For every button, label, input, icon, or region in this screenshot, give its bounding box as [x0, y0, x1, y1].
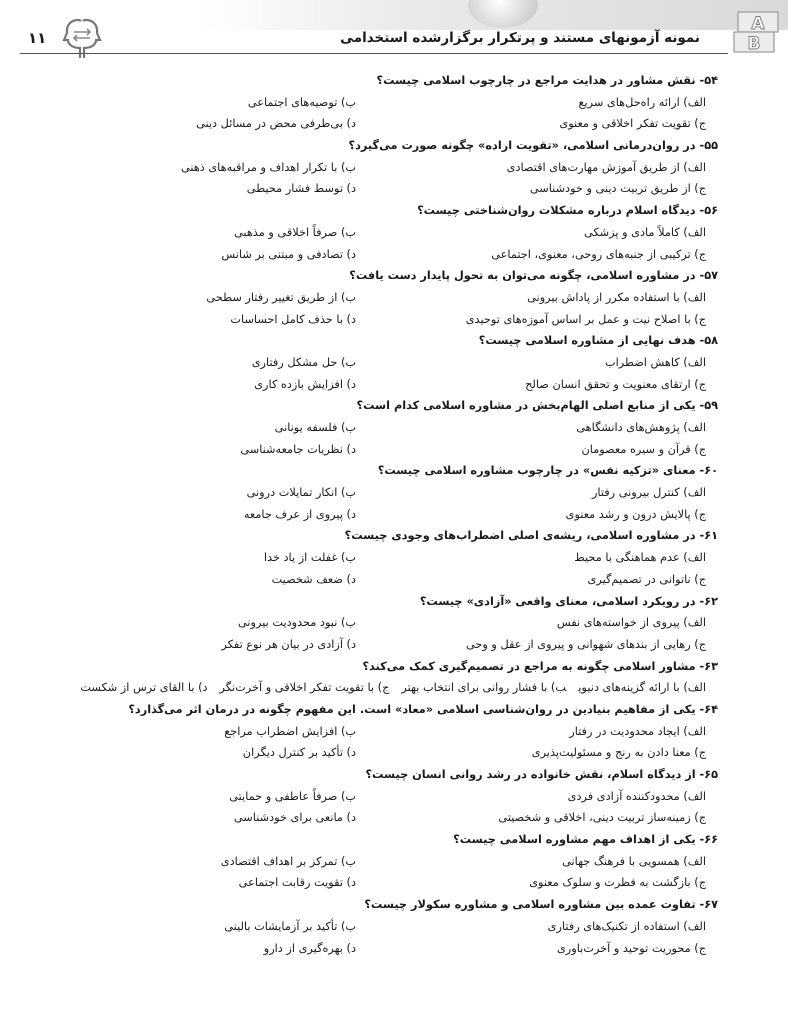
answer-option: الف) پیروی از خواسته‌های نفس: [556, 616, 706, 630]
answer-option: ج) با تقویت تفکر اخلاقی و آخرت‌نگر: [219, 681, 390, 695]
question-number-dash: -: [695, 594, 705, 608]
question-block: [18, 330, 718, 395]
question-text: یکی از اهداف مهم مشاوره اسلامی چیست؟: [453, 833, 696, 847]
question-number-dash: -: [695, 334, 705, 348]
answer-option: ج) از طریق تربیت دینی و خودشناسی: [529, 182, 706, 196]
question-number: ۶۱: [704, 529, 718, 543]
answer-option: ج) قرآن و سیره معصومان: [581, 442, 706, 456]
question-number-dash: -: [695, 399, 705, 413]
ab-logo-letter-b: B: [747, 34, 761, 54]
question-number: ۶۲: [704, 594, 718, 608]
answer-option: ج) تقویت تفکر اخلاقی و معنوی: [559, 117, 706, 131]
answer-option: ب) فلسفه یونانی: [274, 421, 356, 434]
answer-option: ب) نبود محدودیت بیرونی: [237, 616, 356, 630]
answer-option: د) ضعف شخصیت: [271, 572, 356, 586]
option-row: [18, 157, 718, 179]
answer-option: الف) پژوهش‌های دانشگاهی: [576, 421, 706, 434]
option-row: [18, 786, 718, 808]
question-text: تفاوت عمده بین مشاوره اسلامی و مشاوره سکولار چیست؟: [364, 898, 696, 912]
option-row: [18, 244, 718, 266]
answer-option: د) پیروی از عرف جامعه: [243, 507, 356, 521]
answer-option: ج) معنا دادن به رنج و مسئولیت‌پذیری: [531, 746, 706, 760]
answer-option: د) تأکید بر کنترل دیگران: [242, 746, 356, 760]
answer-option: الف) عدم هماهنگی با محیط: [574, 551, 706, 565]
question-block: [18, 395, 718, 460]
answer-option: د) مانعی برای خودشناسی: [233, 811, 356, 825]
option-row: [18, 569, 718, 591]
answer-option: ج) ارتقای معنویت و تحقق انسان صالح: [525, 377, 706, 391]
question-number: ۶۴: [704, 702, 718, 716]
question-line: [18, 525, 718, 547]
option-row: [18, 851, 718, 873]
question-block: [18, 70, 718, 135]
question-number-dash: -: [695, 204, 705, 218]
option-row: [18, 417, 718, 439]
question-text: نقش مشاور در هدایت مراجع در چارچوب اسلامی چیست؟: [376, 74, 696, 87]
answer-option: ب) از طریق تغییر رفتار سطحی: [206, 290, 356, 304]
option-row: [18, 634, 718, 656]
question-line: [18, 265, 718, 287]
answer-option: الف) استفاده از تکنیک‌های رفتاری: [547, 919, 706, 933]
option-row: [18, 374, 718, 396]
answer-option: ب) صرفاً اخلاقی و مذهبی: [234, 225, 356, 239]
answer-option: د) با حذف کامل احساسات: [230, 312, 356, 326]
answer-option: الف) همسویی با فرهنگ جهانی: [562, 854, 706, 868]
answer-option: الف) با ارائه گزینه‌های دنیوی: [578, 681, 706, 695]
question-line: [18, 395, 718, 417]
answer-option: د) بی‌طرفی محض در مسائل دینی: [196, 117, 356, 131]
answer-option: ب) تأکید بر آزمایشات بالینی: [224, 919, 356, 933]
answer-option: الف) از طریق آموزش مهارت‌های اقتصادی: [506, 160, 706, 174]
question-line: [18, 591, 718, 613]
option-row: [18, 113, 718, 135]
option-row: [18, 352, 718, 374]
question-text: در مشاوره اسلامی، چگونه می‌توان به تحول پایدار دست یافت؟: [349, 269, 696, 283]
answer-option: ج) پالایش درون و رشد معنوی: [565, 507, 706, 521]
option-row: [18, 439, 718, 461]
answer-option: ج) با اصلاح نیت و عمل بر اساس آموزه‌های توحیدی: [465, 312, 706, 326]
question-block: [18, 591, 718, 656]
question-text: معنای «تزکیه نفس» در چارچوب مشاوره اسلامی چیست؟: [377, 464, 696, 478]
answer-option: ب) غفلت از یاد خدا: [263, 551, 356, 565]
answer-option: ب) با فشار روانی برای انتخاب بهتر: [401, 681, 567, 695]
answer-option: د) تصادفی و مبتنی بر شانس: [221, 247, 356, 261]
question-text: در رویکرد اسلامی، معنای واقعی «آزادی» چیست؟: [419, 594, 696, 608]
question-number: ۶۳: [704, 659, 718, 673]
answer-option: د) آزادی در بیان هر نوع تفکر: [221, 637, 356, 651]
answer-option: ب) توصیه‌های اجتماعی: [247, 95, 356, 109]
answer-option: الف) ارائه راه‌حل‌های سریع: [578, 95, 706, 109]
question-number-dash: -: [695, 269, 705, 283]
question-line: [18, 829, 718, 851]
option-row: [18, 309, 718, 331]
answer-option: ج) محوریت توحید و آخرت‌باوری: [556, 941, 706, 955]
answer-option: ج) ناتوانی در تصمیم‌گیری: [587, 572, 706, 586]
answer-option: ب) افزایش اضطراب مراجع: [224, 724, 356, 738]
option-row: [18, 222, 718, 244]
question-line: [18, 764, 718, 786]
answer-option: ب) انکار تمایلات درونی: [246, 486, 356, 500]
question-block: [18, 699, 718, 764]
answer-option: د) تقویت رقابت اجتماعی: [238, 876, 356, 890]
answer-option: ب) تمرکز بر اهداف اقتصادی: [220, 854, 356, 868]
option-row: [18, 916, 718, 938]
question-block: [18, 894, 718, 959]
answer-option: د) توسط فشار محیطی: [246, 182, 356, 196]
ab-logo-letter-a: A: [751, 14, 765, 34]
question-line: [18, 656, 718, 678]
option-row: [18, 872, 718, 894]
question-number: ۶۰: [704, 464, 718, 478]
question-number: ۶۷: [704, 898, 718, 912]
option-row: [18, 287, 718, 309]
answer-option: الف) کنترل بیرونی رفتار: [591, 486, 706, 500]
question-number-dash: -: [695, 833, 705, 847]
option-row: [18, 938, 718, 960]
option-row: [18, 721, 718, 743]
option-row: [18, 547, 718, 569]
answer-option: ج) رهایی از بندهای شهوانی و پیروی از عقل و وحی: [465, 637, 706, 651]
answer-option: د) نظریات جامعه‌شناسی: [240, 442, 356, 456]
answer-option: ب) با تکرار اهداف و مراقبه‌های ذهنی: [180, 160, 356, 174]
answer-option: ب) صرفاً عاطفی و حمایتی: [229, 789, 356, 803]
question-list: [18, 70, 718, 959]
option-row: [18, 482, 718, 504]
question-number: ۶۵: [704, 768, 718, 781]
question-number: ۵۶: [704, 204, 718, 218]
answer-option: الف) ایجاد محدودیت در رفتار: [569, 724, 706, 738]
question-block: [18, 265, 718, 330]
question-number: ۵۷: [704, 269, 718, 283]
question-line: [18, 200, 718, 222]
answer-option: د) افزایش بازده کاری: [254, 377, 356, 391]
option-row: [18, 92, 718, 114]
page-number: ۱۱: [28, 29, 47, 47]
question-text: دیدگاه اسلام درباره مشکلات روان‌شناختی چیست؟: [417, 204, 696, 218]
question-block: [18, 460, 718, 525]
page-header-title: نمونه آزمونهای مستند و پرتکرار برگزارشده استخدامی: [340, 30, 700, 46]
question-text: در روان‌درمانی اسلامی، «تقویت اراده» چگونه صورت می‌گیرد؟: [348, 139, 696, 153]
answer-option: الف) با استفاده مکرر از پاداش بیرونی: [527, 290, 706, 304]
question-number: ۵۵: [704, 139, 718, 153]
question-number: ۵۹: [704, 399, 718, 413]
question-number-dash: -: [695, 659, 705, 673]
option-row: [18, 807, 718, 829]
option-row: [18, 178, 718, 200]
question-line: [18, 894, 718, 916]
question-line: [18, 699, 718, 721]
page-header: [0, 0, 788, 62]
option-row: [18, 742, 718, 764]
answer-option: د) بهره‌گیری از دارو: [263, 941, 356, 955]
question-text: در مشاوره اسلامی، ریشه‌ی اصلی اضطراب‌های وجودی چیست؟: [344, 529, 696, 543]
question-text: مشاور اسلامی چگونه به مراجع در تصمیم‌گیری کمک می‌کند؟: [362, 659, 696, 673]
ab-letters-logo-icon: [732, 10, 782, 54]
question-line: [18, 330, 718, 352]
question-text: هدف نهایی از مشاوره اسلامی چیست؟: [478, 334, 696, 348]
question-text: یکی از منابع اصلی الهام‌بخش در مشاوره اسلامی کدام است؟: [356, 399, 696, 413]
question-block: [18, 135, 718, 200]
question-number-dash: -: [695, 529, 705, 543]
question-block: [18, 200, 718, 265]
question-text: از دیدگاه اسلام، نقش خانواده در رشد روانی انسان چیست؟: [365, 768, 696, 781]
header-divider: [20, 53, 728, 54]
question-text: یکی از مفاهیم بنیادین در روان‌شناسی اسلامی «معاد» است. این مفهوم چگونه در درمان اثر می‌گذارد؟: [128, 702, 696, 716]
option-row: [18, 612, 718, 634]
question-number-dash: -: [695, 464, 705, 478]
option-row: [18, 504, 718, 526]
question-block: [18, 525, 718, 590]
question-block: [18, 656, 718, 699]
question-line: [18, 460, 718, 482]
question-number-dash: -: [695, 898, 705, 912]
question-number: ۵۸: [704, 334, 718, 348]
question-number: ۶۶: [704, 833, 718, 847]
answer-option: د) با القای ترس از شکست: [80, 681, 208, 695]
answer-option: الف) محدودکننده آزادی فردی: [567, 789, 706, 803]
answer-option: الف) کاهش اضطراب: [604, 355, 706, 369]
answer-option: ج) ترکیبی از جنبه‌های روحی، معنوی، اجتماعی: [491, 247, 706, 261]
question-line: [18, 70, 718, 92]
question-line: [18, 135, 718, 157]
question-number-dash: -: [695, 768, 705, 781]
question-number-dash: -: [695, 74, 705, 87]
answer-option: ج) بازگشت به فطرت و سلوک معنوی: [529, 876, 706, 890]
answer-option: ب) حل مشکل رفتاری: [251, 355, 356, 369]
answer-option: الف) کاملاً مادی و پزشکی: [584, 225, 706, 239]
question-block: [18, 829, 718, 894]
question-number: ۵۴: [704, 74, 718, 87]
question-block: [18, 764, 718, 829]
question-number-dash: -: [695, 702, 705, 716]
answer-option: ج) زمینه‌ساز تربیت دینی، اخلاقی و شخصیتی: [498, 811, 706, 825]
question-number-dash: -: [695, 139, 705, 153]
